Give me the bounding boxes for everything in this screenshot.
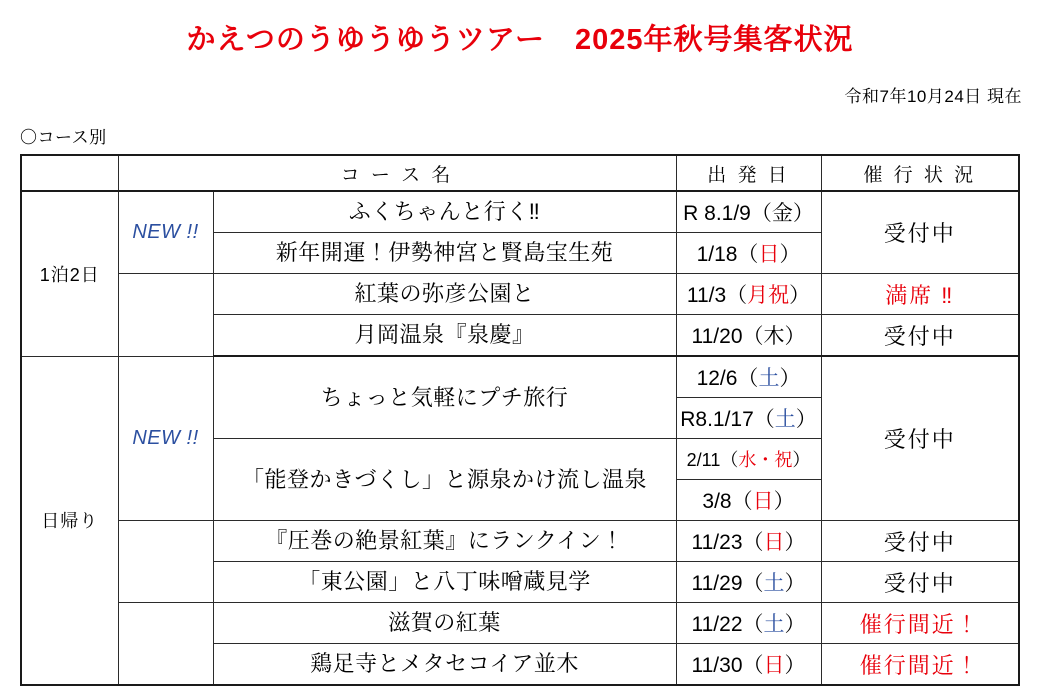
section-label: 〇コース別 bbox=[20, 128, 107, 147]
departure-date-2-1 bbox=[676, 274, 821, 315]
day-of-week: 日 bbox=[752, 490, 774, 513]
day-of-week: 月祝 bbox=[747, 284, 790, 307]
course-name-2-line1: 紅葉の弥彦公園と bbox=[213, 274, 676, 315]
date-text: 11/23（ bbox=[691, 531, 764, 554]
as-of-date: 令和7年10月24日 現在 bbox=[844, 87, 1022, 106]
departure-date-2-2: 11/20（木） bbox=[676, 315, 821, 357]
day-of-week: 土 bbox=[763, 572, 785, 595]
new-badge-2: NEW !! bbox=[118, 356, 213, 521]
date-text: R8.1/17（ bbox=[680, 408, 775, 431]
category-cell-daytrip: 日帰り bbox=[21, 356, 118, 685]
day-of-week: 日 bbox=[763, 654, 785, 677]
date-text-close: ） bbox=[779, 243, 801, 266]
table-row bbox=[21, 356, 1019, 398]
course-name-5-line2: 鶏足寺とメタセコイア並木 bbox=[213, 644, 676, 686]
date-text-close: ） bbox=[773, 490, 795, 513]
course-name-4-line1: 『圧巻の絶景紅葉』にランクイン！ bbox=[213, 521, 676, 562]
header-status: 催 行 状 況 bbox=[821, 155, 1019, 191]
departure-date-4-1 bbox=[676, 521, 821, 562]
new-badge-placeholder-2 bbox=[118, 274, 213, 357]
day-of-week: 日 bbox=[763, 531, 785, 554]
table-row bbox=[21, 274, 1019, 315]
date-text: 3/8（ bbox=[702, 490, 753, 513]
departure-date-3-1 bbox=[676, 356, 821, 398]
departure-date-5-1 bbox=[676, 603, 821, 644]
table-header bbox=[21, 155, 1019, 191]
date-text: 2/11（ bbox=[686, 450, 739, 470]
status-3: 受付中 bbox=[821, 356, 1019, 521]
date-text-close: ） bbox=[784, 654, 806, 677]
status-4-1: 受付中 bbox=[821, 521, 1019, 562]
date-text-close: ） bbox=[792, 450, 811, 470]
new-badge-1: NEW !! bbox=[118, 191, 213, 274]
status-2-2: 受付中 bbox=[821, 315, 1019, 357]
table-body bbox=[21, 191, 1019, 685]
status-2-1: 満席 ‼ bbox=[821, 274, 1019, 315]
course-name-3-line1: ちょっと気軽にプチ旅行 bbox=[213, 356, 676, 439]
course-name-2-line2: 月岡温泉『泉慶』 bbox=[213, 315, 676, 357]
departure-date-4-2 bbox=[676, 562, 821, 603]
date-text-close: ） bbox=[795, 408, 817, 431]
date-text: 12/6（ bbox=[696, 367, 759, 390]
table-row bbox=[21, 191, 1019, 233]
header-course-name: コ ー ス 名 bbox=[118, 155, 676, 191]
course-name-3-line2: 「能登かきづくし」と源泉かけ流し温泉 bbox=[213, 439, 676, 521]
course-name-1-line2: 新年開運！伊勢神宮と賢島宝生苑 bbox=[213, 233, 676, 274]
course-name-5-line1: 滋賀の紅葉 bbox=[213, 603, 676, 644]
day-of-week: 土 bbox=[774, 408, 796, 431]
new-badge-placeholder-5 bbox=[118, 603, 213, 686]
table-header-row bbox=[21, 155, 1019, 191]
header-departure-date: 出 発 日 bbox=[676, 155, 821, 191]
departure-date-1-1: R 8.1/9（金） bbox=[676, 191, 821, 233]
status-5-1: 催行間近！ bbox=[821, 603, 1019, 644]
tour-status-table bbox=[20, 154, 1020, 686]
status-4-2: 受付中 bbox=[821, 562, 1019, 603]
departure-date-3-3 bbox=[676, 439, 821, 480]
status-5-2: 催行間近！ bbox=[821, 644, 1019, 686]
departure-date-3-2 bbox=[676, 398, 821, 439]
table-row bbox=[21, 521, 1019, 562]
departure-date-1-2 bbox=[676, 233, 821, 274]
course-name-4-line2: 「東公園」と八丁味噌蔵見学 bbox=[213, 562, 676, 603]
new-badge-placeholder-4 bbox=[118, 521, 213, 603]
date-text-close: ） bbox=[784, 572, 806, 595]
date-text-close: ） bbox=[779, 367, 801, 390]
header-blank-category bbox=[21, 155, 118, 191]
date-text: 11/29（ bbox=[691, 572, 764, 595]
table-row bbox=[21, 603, 1019, 644]
date-text: 11/3（ bbox=[686, 284, 748, 307]
date-text: 11/30（ bbox=[691, 654, 764, 677]
date-text-close: ） bbox=[784, 613, 806, 636]
date-text-close: ） bbox=[784, 531, 806, 554]
day-of-week: 日 bbox=[758, 243, 780, 266]
status-1: 受付中 bbox=[821, 191, 1019, 274]
category-cell-overnight: 1泊2日 bbox=[21, 191, 118, 356]
day-of-week: 土 bbox=[758, 367, 780, 390]
departure-date-5-2 bbox=[676, 644, 821, 686]
day-of-week: 水・祝 bbox=[738, 450, 793, 470]
date-text-close: ） bbox=[789, 284, 811, 307]
page-title: かえつのうゆうゆうツアー 2025年秋号集客状況 bbox=[186, 24, 854, 56]
course-name-1-line1: ふくちゃんと行く‼ bbox=[213, 191, 676, 233]
date-text: 11/22（ bbox=[691, 613, 764, 636]
date-text: 1/18（ bbox=[696, 243, 759, 266]
day-of-week: 土 bbox=[763, 613, 785, 636]
departure-date-3-4 bbox=[676, 480, 821, 521]
